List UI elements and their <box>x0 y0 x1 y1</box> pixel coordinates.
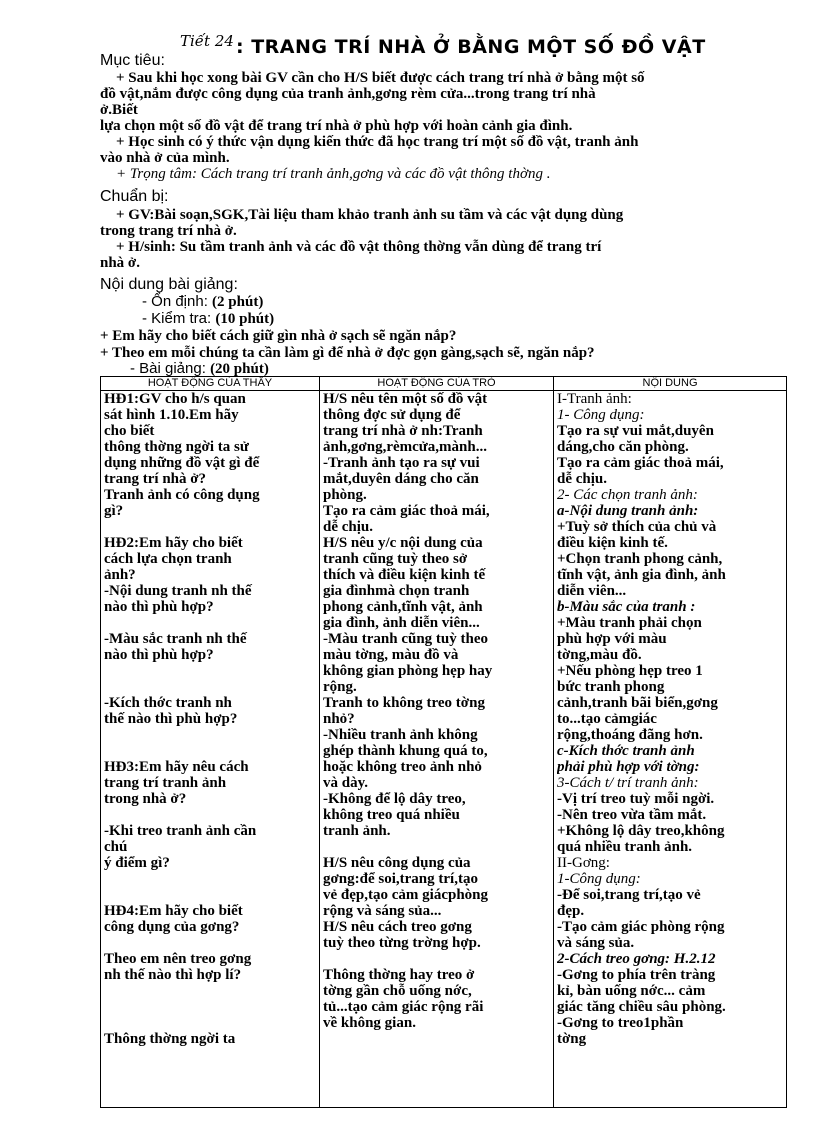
objective-line: đồ vật,nắm được công dụng của tranh ảnh,gơng rèm cửa...trong trang trí nhà <box>100 86 596 102</box>
content-line: +Nếu phòng hẹp treo 1 <box>557 663 703 679</box>
student-line: mắt,duyên dáng cho căn <box>323 471 479 487</box>
content-line: diễn viên... <box>557 583 627 599</box>
teacher-line: -Nội dung tranh nh thế <box>104 583 252 599</box>
content-line: kỉ, bàn uống nớc... cảm <box>557 983 706 999</box>
teacher-activity-cell <box>101 391 320 1108</box>
teacher-line <box>104 887 316 903</box>
content-line: 1- Công dụng: <box>557 407 645 423</box>
teacher-line: trong nhà ở? <box>104 791 187 807</box>
teacher-line <box>104 743 316 759</box>
content-line: giác tăng chiều sâu phòng. <box>557 999 726 1015</box>
content-line: và sáng sủa. <box>557 935 635 951</box>
header-teacher: HOẠT ĐỘNG CỦA THẦY <box>101 377 320 391</box>
student-line: rộng. <box>323 679 357 695</box>
student-line <box>323 839 550 855</box>
lesson-table <box>100 376 787 1108</box>
preparation-line: + H/sinh: Su tầm tranh ảnh và các đồ vật thông thờng vẫn dùng để trang trí <box>116 239 602 255</box>
teacher-line: cách lựa chọn tranh <box>104 551 232 567</box>
content-line: cảnh,tranh bãi biển,gơng <box>557 695 718 711</box>
student-line: thông đợc sử dụng để <box>323 407 461 423</box>
teacher-line: HĐ3:Em hãy nêu cách <box>104 759 249 775</box>
stabilize-time: (2 phút) <box>212 294 264 310</box>
content-line: b-Màu sắc của tranh : <box>557 599 696 615</box>
content-line: phù hợp với màu <box>557 631 667 647</box>
student-line: -Nhiều tranh ảnh không <box>323 727 478 743</box>
student-line: gia đình, ảnh diễn viên... <box>323 615 480 631</box>
lesson-label: - Bài giảng: <box>130 360 206 377</box>
content-line: Tạo ra sự vui mắt,duyên <box>557 423 714 439</box>
preparation-line: + GV:Bài soạn,SGK,Tài liệu tham khảo tranh ảnh su tầm và các vật dụng dùng <box>116 207 624 223</box>
preparation-line: trong trang trí nhà ở. <box>100 223 237 239</box>
objectives-heading: Mục tiêu: <box>100 52 165 69</box>
student-line: -Tranh ảnh tạo ra sự vui <box>323 455 480 471</box>
teacher-line <box>104 615 316 631</box>
content-line: Tạo ra cảm giác thoả mái, <box>557 455 724 471</box>
teacher-line: công dụng của gơng? <box>104 919 240 935</box>
teacher-line <box>104 727 316 743</box>
student-line: màu tờng, màu đồ và <box>323 647 459 663</box>
content-line: 1-Công dụng: <box>557 871 641 887</box>
content-line: tờng <box>557 1031 587 1047</box>
teacher-line: nào thì phù hợp? <box>104 647 214 663</box>
title-block <box>180 30 800 70</box>
student-line: tranh ảnh. <box>323 823 391 839</box>
teacher-line <box>104 983 316 999</box>
teacher-line: trang trí tranh ảnh <box>104 775 227 791</box>
content-line: I-Tranh ảnh: <box>557 391 632 407</box>
header-student: HOẠT ĐỘNG CỦA TRÒ <box>320 377 554 391</box>
student-line: phòng. <box>323 487 367 503</box>
objective-line: lựa chọn một số đồ vật để trang trí nhà ở phù hợp với hoàn cảnh gia đình. <box>100 118 573 134</box>
student-line: phong cảnh,tĩnh vật, ảnh <box>323 599 483 615</box>
student-line: Tạo ra cảm giác thoả mái, <box>323 503 490 519</box>
check-label: - Kiểm tra: <box>142 310 212 327</box>
teacher-line: HĐ2:Em hãy cho biết <box>104 535 243 551</box>
content-line: tĩnh vật, ảnh gia đình, ảnh <box>557 567 726 583</box>
objective-line: + Sau khi học xong bài GV cần cho H/S biết được cách trang trí nhà ở bằng một số <box>116 70 645 86</box>
teacher-line: trang trí nhà ở? <box>104 471 207 487</box>
check-time: (10 phút) <box>215 311 275 327</box>
teacher-line <box>104 871 316 887</box>
teacher-line: -Màu sắc tranh nh thế <box>104 631 247 647</box>
student-line: vẻ đẹp,tạo cảm giácphòng <box>323 887 488 903</box>
check-question-1: + Em hãy cho biết cách giữ gìn nhà ở sạch sẽ ngăn nắp? <box>100 328 457 344</box>
student-line: H/S nêu công dụng của <box>323 855 471 871</box>
teacher-line: thế nào thì phù hợp? <box>104 711 238 727</box>
teacher-line: HĐ4:Em hãy cho biết <box>104 903 243 919</box>
content-line: +Chọn tranh phong cảnh, <box>557 551 723 567</box>
student-line: dễ chịu. <box>323 519 374 535</box>
focus-line: + Trọng tâm: Cách trang trí tranh ảnh,gơng và các đồ vật thông thờng . <box>116 166 551 182</box>
lesson-time: (20 phút) <box>210 361 269 377</box>
header-content: NỘI DUNG <box>554 377 787 391</box>
content-line: II-Gơng: <box>557 855 610 871</box>
teacher-line: -Kích thớc tranh nh <box>104 695 232 711</box>
student-line: Thông thờng hay treo ở <box>323 967 475 983</box>
table-header-row <box>101 377 787 391</box>
student-line: gia đìnhmà chọn tranh <box>323 583 470 599</box>
preparation-line: nhà ở. <box>100 255 140 271</box>
content-line: rộng,thoáng đãng hơn. <box>557 727 703 743</box>
teacher-line: Thông thờng ngời ta <box>104 1031 236 1047</box>
teacher-line: dụng những đồ vật gì để <box>104 455 260 471</box>
content-line: 2-Cách treo gơng: H.2.12 <box>557 951 716 967</box>
teacher-line: gì? <box>104 503 124 519</box>
student-line: không gian phòng hẹp hay <box>323 663 493 679</box>
student-line: H/S nêu y/c nội dung của <box>323 535 483 551</box>
student-line: ảnh,gơng,rèmcửa,mành... <box>323 439 487 455</box>
objective-line: + Học sinh có ý thức vận dụng kiến thức đã học trang trí một số đồ vật, tranh ảnh <box>116 134 639 150</box>
student-line: ghép thành khung quá to, <box>323 743 488 759</box>
student-line: nhỏ? <box>323 711 355 727</box>
stabilize-line <box>142 294 263 310</box>
student-line: rộng và sáng sủa... <box>323 903 442 919</box>
teacher-line: cho biết <box>104 423 155 439</box>
teacher-line: nào thì phù hợp? <box>104 599 214 615</box>
objective-line: ở.Biết <box>100 102 138 118</box>
preparation-heading: Chuẩn bị: <box>100 188 169 205</box>
check-question-2: + Theo em mỗi chúng ta cần làm gì để nhà ở đợc gọn gàng,sạch sẽ, ngăn nắp? <box>100 345 595 361</box>
teacher-line: chú <box>104 839 128 855</box>
content-line: -Vị trí treo tuỳ mỗi ngời. <box>557 791 715 807</box>
lesson-line <box>130 361 269 377</box>
objectives-body <box>100 70 645 182</box>
lesson-number: Tiết 24 <box>180 32 234 50</box>
content-line: to...tạo cảmgiác <box>557 711 657 727</box>
student-line: Tranh to không treo tờng <box>323 695 485 711</box>
content-line: bức tranh phong <box>557 679 665 695</box>
student-line: H/S nêu tên một số đồ vật <box>323 391 488 407</box>
teacher-line <box>104 519 316 535</box>
content-line: +Màu tranh phải chọn <box>557 615 702 631</box>
teacher-line: thông thờng ngời ta sử <box>104 439 249 455</box>
student-line: thích và điều kiện kinh tế <box>323 567 486 583</box>
teacher-line: HĐ1:GV cho h/s quan <box>104 391 246 407</box>
teacher-line: Tranh ảnh có công dụng <box>104 487 260 503</box>
student-activity-cell <box>320 391 554 1108</box>
teacher-line <box>104 999 316 1015</box>
content-line: tờng,màu đồ. <box>557 647 642 663</box>
student-line: về không gian. <box>323 1015 416 1031</box>
preparation-body <box>100 207 623 271</box>
content-line: +Tuỳ sở thích của chủ và <box>557 519 717 535</box>
content-line: a-Nội dung tranh ảnh: <box>557 503 699 519</box>
student-line: tủ...tạo cảm giác rộng rãi <box>323 999 484 1015</box>
teacher-line: Theo em nên treo gơng <box>104 951 252 967</box>
content-line: 3-Cách t/ trí tranh ảnh: <box>557 775 699 791</box>
student-line <box>323 951 550 967</box>
student-line: và dày. <box>323 775 369 791</box>
content-line: -Gơng to treo1phần <box>557 1015 684 1031</box>
content-line: -Tạo cảm giác phòng rộng <box>557 919 725 935</box>
content-line: điều kiện kinh tế. <box>557 535 668 551</box>
teacher-line <box>104 1015 316 1031</box>
content-line: -Nên treo vừa tầm mắt. <box>557 807 707 823</box>
teacher-line <box>104 935 316 951</box>
student-line: trang trí nhà ở nh:Tranh <box>323 423 483 439</box>
student-line: tranh cũng tuỳ theo sở <box>323 551 468 567</box>
teacher-line: ảnh? <box>104 567 136 583</box>
student-line: gơng:để soi,trang trí,tạo <box>323 871 478 887</box>
content-line: dễ chịu. <box>557 471 608 487</box>
student-line: tờng gần chỗ uống nớc, <box>323 983 472 999</box>
lesson-content-cell <box>554 391 787 1108</box>
content-line: 2- Các chọn tranh ảnh: <box>557 487 698 503</box>
teacher-line: ý điểm gì? <box>104 855 170 871</box>
page-title: : TRANG TRÍ NHÀ Ở BẰNG MỘT SỐ ĐỒ VẬT <box>236 36 706 58</box>
stabilize-label: - Ổn định: <box>142 293 208 310</box>
content-line: đẹp. <box>557 903 585 919</box>
student-line: -Màu tranh cũng tuỳ theo <box>323 631 489 647</box>
teacher-line: nh thế nào thì hợp lí? <box>104 967 242 983</box>
teacher-line <box>104 663 316 679</box>
content-line: -Để soi,trang trí,tạo vẻ <box>557 887 701 903</box>
content-line: quá nhiều tranh ảnh. <box>557 839 693 855</box>
teacher-line <box>104 807 316 823</box>
content-line: phải phù hợp với tờng: <box>557 759 700 775</box>
teacher-line: -Khi treo tranh ảnh cần <box>104 823 257 839</box>
student-line: hoặc không treo ảnh nhỏ <box>323 759 482 775</box>
teacher-line <box>104 679 316 695</box>
content-line: dáng,cho căn phòng. <box>557 439 689 455</box>
content-line: -Gơng to phía trên tràng <box>557 967 716 983</box>
content-line: c-Kích thớc tranh ảnh <box>557 743 695 759</box>
check-line <box>142 311 274 327</box>
teacher-line: sát hình 1.10.Em hãy <box>104 407 239 423</box>
student-line: không treo quá nhiều <box>323 807 460 823</box>
table-row <box>101 391 787 1108</box>
content-line: +Không lộ dây treo,không <box>557 823 725 839</box>
content-heading: Nội dung bài giảng: <box>100 276 238 293</box>
student-line: tuỳ theo từng trờng hợp. <box>323 935 481 951</box>
student-line: H/S nêu cách treo gơng <box>323 919 472 935</box>
objective-line: vào nhà ở của mình. <box>100 150 230 166</box>
student-line: -Không để lộ dây treo, <box>323 791 466 807</box>
